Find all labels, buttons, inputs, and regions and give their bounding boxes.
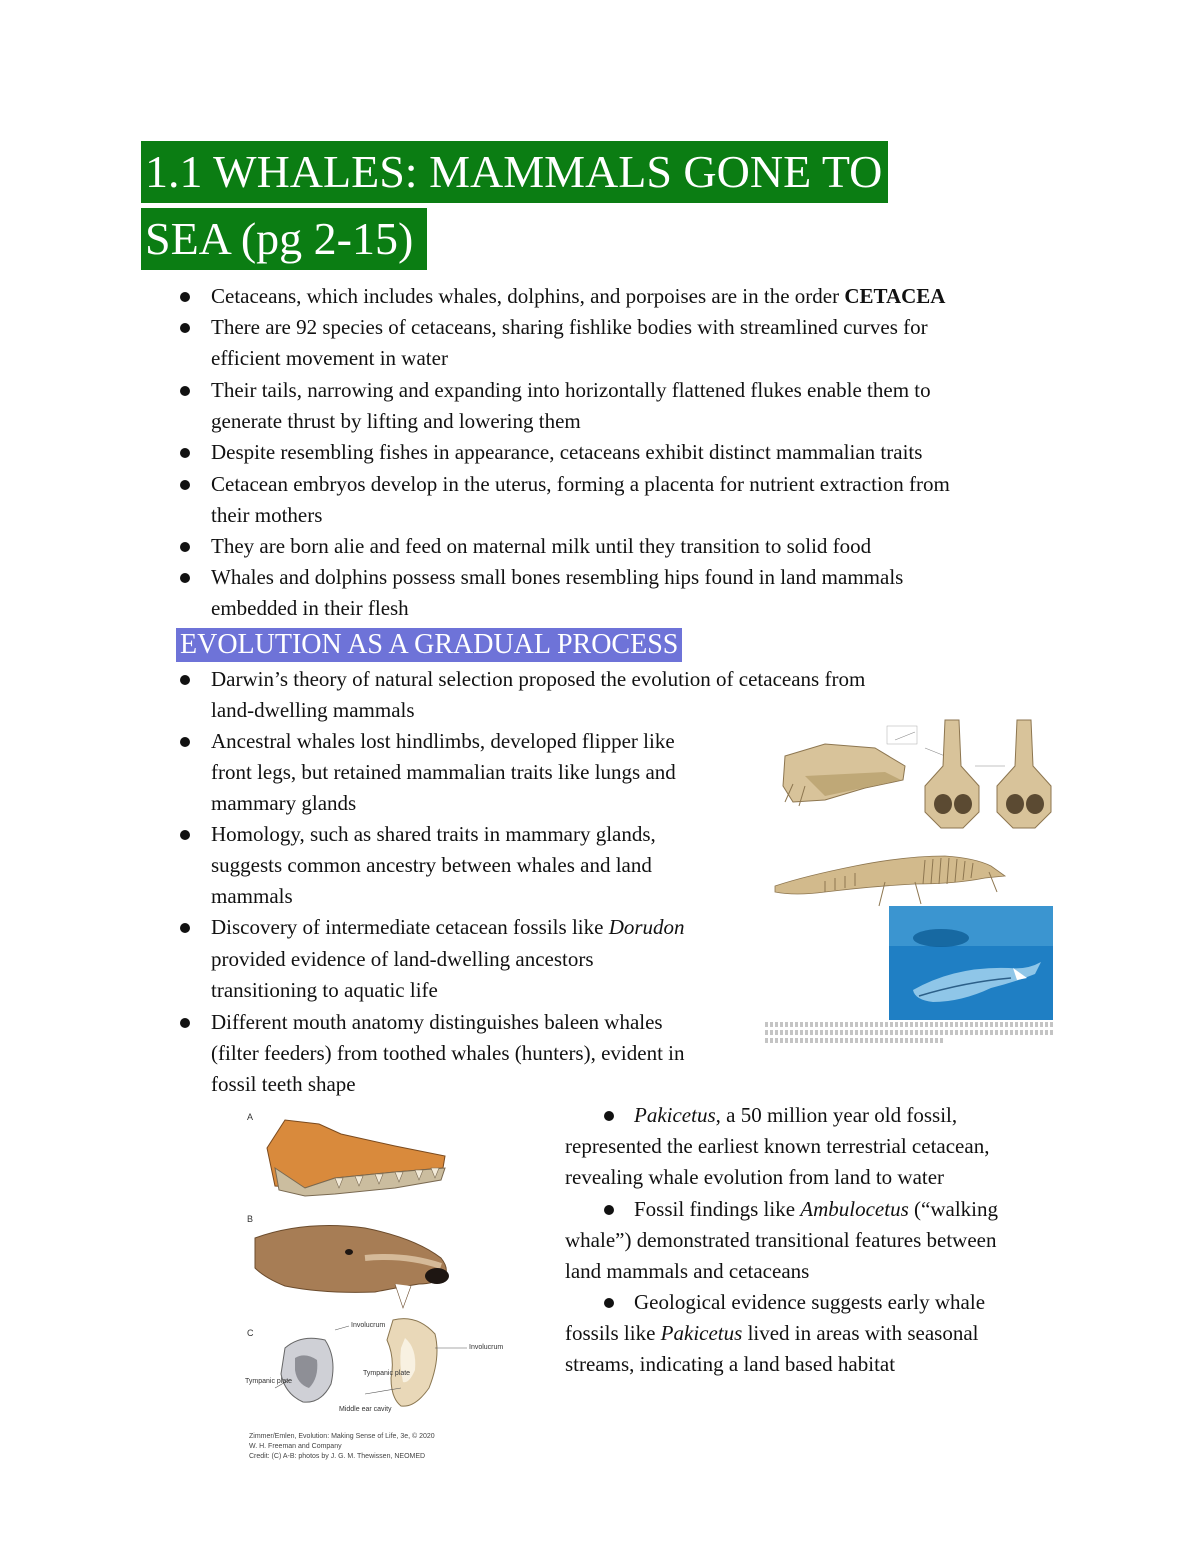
list-item-italic: Ambulocetus: [800, 1197, 909, 1221]
figure-label: Middle ear cavity: [339, 1406, 392, 1413]
figure-caption-line: [765, 1030, 1055, 1035]
whale-fossil-figure: [765, 716, 1055, 1046]
list-item-continuation: streams, indicating a land based habitat: [565, 1352, 896, 1376]
bullet-dot-icon: [604, 1205, 614, 1215]
list-item: There are 92 species of cetaceans, sharing fishlike bodies with streamlined curves for: [211, 315, 928, 339]
section-heading: EVOLUTION AS A GRADUAL PROCESS: [176, 628, 682, 662]
list-item: Cetacean embryos develop in the uterus, forming a placenta for nutrient extraction from: [211, 472, 950, 496]
list-item-continuation: mammals: [211, 884, 293, 908]
list-item: Different mouth anatomy distinguishes baleen whales: [211, 1010, 663, 1034]
list-item: Darwin’s theory of natural selection proposed the evolution of cetaceans from: [211, 667, 866, 691]
list-item-continuation: land-dwelling mammals: [211, 698, 415, 722]
list-item: Their tails, narrowing and expanding into horizontally flattened flukes enable them to: [211, 378, 931, 402]
list-item-text: fossils like: [565, 1321, 661, 1345]
page-title-line-1: 1.1 WHALES: MAMMALS GONE TO: [141, 141, 888, 203]
figure-label: Tympanic plate: [245, 1378, 293, 1385]
list-item: Whales and dolphins possess small bones resembling hips found in land mammals: [211, 565, 904, 589]
figure-credit-line: Credit: (C) A-B: photos by J. G. M. Thewissen, NEOMED: [249, 1453, 426, 1460]
bullet-dot-icon: [180, 573, 190, 583]
list-item-text: , a 50 million year old fossil,: [715, 1103, 958, 1127]
list-item-bold: CETACEA: [844, 284, 946, 308]
list-item-continuation: embedded in their flesh: [211, 596, 409, 620]
list-item-italic: Pakicetus: [634, 1103, 716, 1127]
bullet-dot-icon: [180, 830, 190, 840]
list-item-continuation: efficient movement in water: [211, 346, 448, 370]
list-item: [634, 1100, 957, 1131]
bullet-dot-icon: [180, 1018, 190, 1028]
figure-caption-line: [765, 1038, 945, 1043]
bullet-dot-icon: [180, 448, 190, 458]
bullet-dot-icon: [180, 675, 190, 685]
list-item-text: Fossil findings like: [634, 1197, 801, 1221]
figure-letter-c: C: [247, 1328, 254, 1338]
list-item-text: (“walking: [908, 1197, 998, 1221]
figure-letter-b: B: [247, 1214, 254, 1224]
list-item-continuation: suggests common ancestry between whales and land: [211, 853, 652, 877]
list-item: Homology, such as shared traits in mammary glands,: [211, 822, 656, 846]
list-item: Despite resembling fishes in appearance, cetaceans exhibit distinct mammalian traits: [211, 440, 923, 464]
bullet-dot-icon: [604, 1111, 614, 1121]
list-item: They are born alie and feed on maternal milk until they transition to solid food: [211, 534, 872, 558]
bullet-dot-icon: [180, 542, 190, 552]
list-item: Geological evidence suggests early whale: [634, 1290, 986, 1314]
list-item-continuation: (filter feeders) from toothed whales (hunters), evident in: [211, 1041, 685, 1065]
list-item-continuation: [565, 1318, 979, 1349]
list-item-text: lived in areas with seasonal: [742, 1321, 979, 1345]
list-item-continuation: represented the earliest known terrestrial cetacean,: [565, 1134, 990, 1158]
list-item: [634, 1194, 998, 1225]
list-item-italic: Dorudon: [608, 915, 685, 939]
page-title-line-2: SEA (pg 2-15): [141, 208, 427, 270]
list-item-continuation: provided evidence of land-dwelling ancestors: [211, 947, 594, 971]
list-item-continuation: whale”) demonstrated transitional features between: [565, 1228, 997, 1252]
figure-caption-line: [765, 1022, 1055, 1027]
list-item: [211, 912, 685, 943]
figure-label: Involucrum: [469, 1344, 504, 1351]
list-item-continuation: land mammals and cetaceans: [565, 1259, 810, 1283]
list-item-continuation: generate thrust by lifting and lowering them: [211, 409, 581, 433]
bullet-dot-icon: [604, 1298, 614, 1308]
figure-credit-line: W. H. Freeman and Company: [249, 1443, 342, 1450]
whale-fossil-illustration: [765, 716, 1055, 1046]
figure-label: Tympanic plate: [363, 1370, 411, 1377]
pakicetus-figure: [245, 1108, 504, 1468]
list-item-text: Cetaceans, which includes whales, dolphins, and porpoises are in the order: [211, 284, 845, 308]
list-item-italic: Pakicetus: [660, 1321, 743, 1345]
figure-credit-line: Zimmer/Emlen, Evolution: Making Sense of Life, 3e, © 2020: [249, 1433, 435, 1440]
figure-label: Involucrum: [351, 1322, 386, 1329]
bullet-dot-icon: [180, 386, 190, 396]
bullet-dot-icon: [180, 737, 190, 747]
list-item-continuation: fossil teeth shape: [211, 1072, 356, 1096]
bullet-dot-icon: [180, 480, 190, 490]
bullet-dot-icon: [180, 923, 190, 933]
figure-letter-a: A: [247, 1112, 254, 1122]
bullet-dot-icon: [180, 292, 190, 302]
list-item-continuation: revealing whale evolution from land to water: [565, 1165, 945, 1189]
list-item-continuation: front legs, but retained mammalian traits like lungs and: [211, 760, 676, 784]
list-item-continuation: transitioning to aquatic life: [211, 978, 438, 1002]
list-item: [211, 281, 945, 312]
list-item-continuation: their mothers: [211, 503, 323, 527]
list-item-continuation: mammary glands: [211, 791, 357, 815]
list-item: Ancestral whales lost hindlimbs, developed flipper like: [211, 729, 675, 753]
bullet-dot-icon: [180, 323, 190, 333]
list-item-text: Discovery of intermediate cetacean fossils like: [211, 915, 609, 939]
